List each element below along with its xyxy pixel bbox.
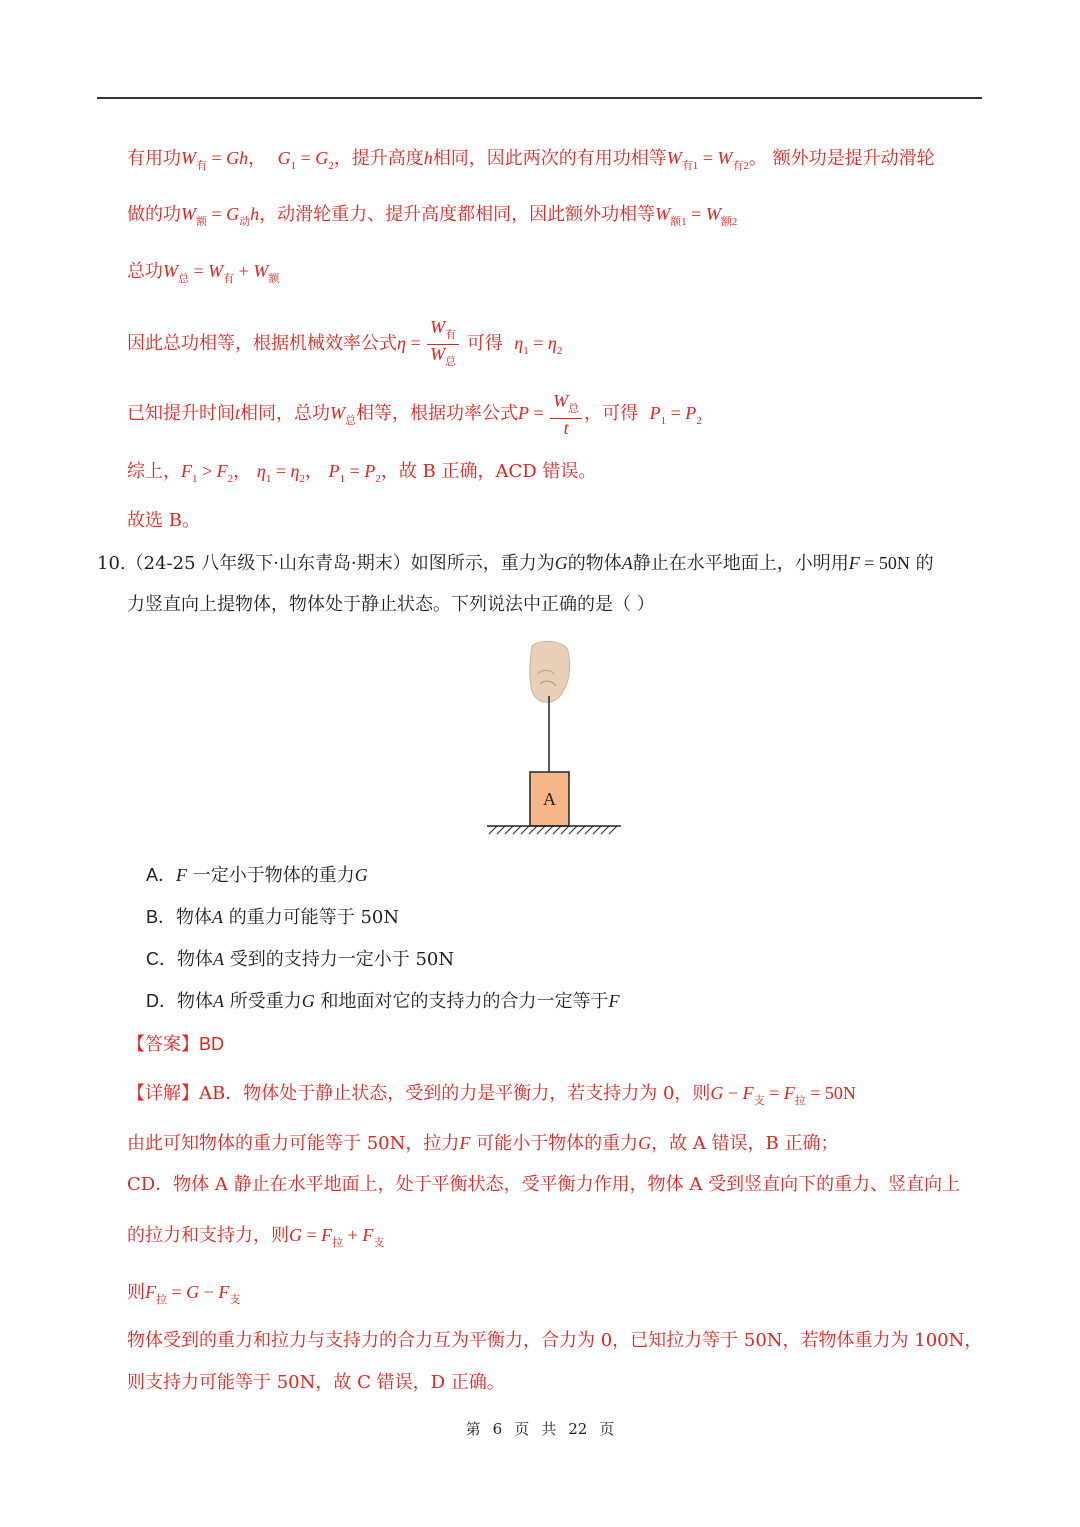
question-line-1: 10.（24-25 八年级下·山东青岛·期末）如图所示，重力为G的物体A静止在水平地面上，小明用F = 50N 的 [97,553,934,574]
answer-tag: 【答案】 [127,1034,199,1055]
question-figure [480,636,630,841]
option-b[interactable]: B．物体A 的重力可能等于 50N [146,907,400,928]
detail-line-6: 物体受到的重力和拉力与支持力的合力互为平衡力，合力为 0，已知拉力等于 50N，若物体重力为 100N， [127,1330,983,1351]
option-c[interactable]: C．物体A 受到的支持力一定小于 50N [146,949,455,970]
detail-line-2: 由此可知物体的重力可能等于 50N，拉力F 可能小于物体的重力G，故 A 错误，B 正确； [127,1133,839,1154]
header-rule [97,97,982,99]
solution-line-4: 因此总功相等，根据机械效率公式η = $\frac{W_有}{W_总}$ 可得 $\eta_1 = \eta_2$ [127,316,562,378]
ground-hatching [489,826,617,834]
solution-line-2: 做的功$W_额 = G_动h$，动滑轮重力、提升高度都相同，因此额外功相等$W_{额1} = W_{额2}$ [127,204,738,228]
hand-icon [530,641,570,702]
answer-value: BD [199,1034,225,1054]
detail-line-3: CD．物体 A 静止在水平地面上，处于平衡状态，受平衡力作用，物体 A 受到竖直向下的重力、竖直向上 [127,1174,961,1195]
option-a[interactable]: A．F 一定小于物体的重力G [146,865,368,886]
option-d[interactable]: D．物体A 所受重力G 和地面对它的支持力的合力一定等于F [146,991,620,1012]
detail-line-1: 【详解】AB．物体处于静止状态，受到的力是平衡力，若支持力为 0，则$G - F_支 = F_拉 = 50N$ [127,1083,856,1107]
solution-conclusion: 故选 B。 [127,510,200,531]
solution-line-1: 有用功$W_有 = Gh$， $G_1 = G_2$，提升高度h相同，因此两次的有用功相等$W_{有1} = W_{有2}$。 额外功是提升动滑轮 [127,148,935,172]
answer-line [127,1031,224,1058]
solution-line-5: 已知提升时间t相同，总功$W_总$相等，根据功率公式P = $\frac{W_总}{t}$ ，可得 $P_1 = P_2$ [127,390,702,438]
page-number: 6 [492,1420,503,1438]
solution-line-6: 综上，$F_1 > F_2$， $\eta_1 = \eta_2$， $P_1 = P_2$，故 B 正确，ACD 错误。 [127,461,597,485]
efficiency-fraction: $\frac{W_有}{W_总}$ [427,318,459,371]
question-number: 10. [97,553,126,574]
detail-line-4: 的拉力和支持力，则$G = F_拉 + F_支$ [127,1225,385,1249]
solution-line-3: 总功$W_总 = W_有 + W_额$ [127,261,280,285]
detail-line-7: 则支持力可能等于 50N，故 C 错误，D 正确。 [127,1372,505,1393]
detail-line-5: 则$F_拉 = G - F_支$ [127,1282,241,1306]
question-line-2: 力竖直向上提物体，物体处于静止状态。下列说法中正确的是（ ） [127,594,655,615]
page-total: 22 [568,1420,588,1438]
page-footer: 第 6 页 共 22 页 [465,1420,615,1438]
power-fraction: $\frac{W_总}{t}$ [550,392,582,437]
detail-tag: 【详解】 [127,1083,199,1104]
block-label: A [543,789,556,809]
